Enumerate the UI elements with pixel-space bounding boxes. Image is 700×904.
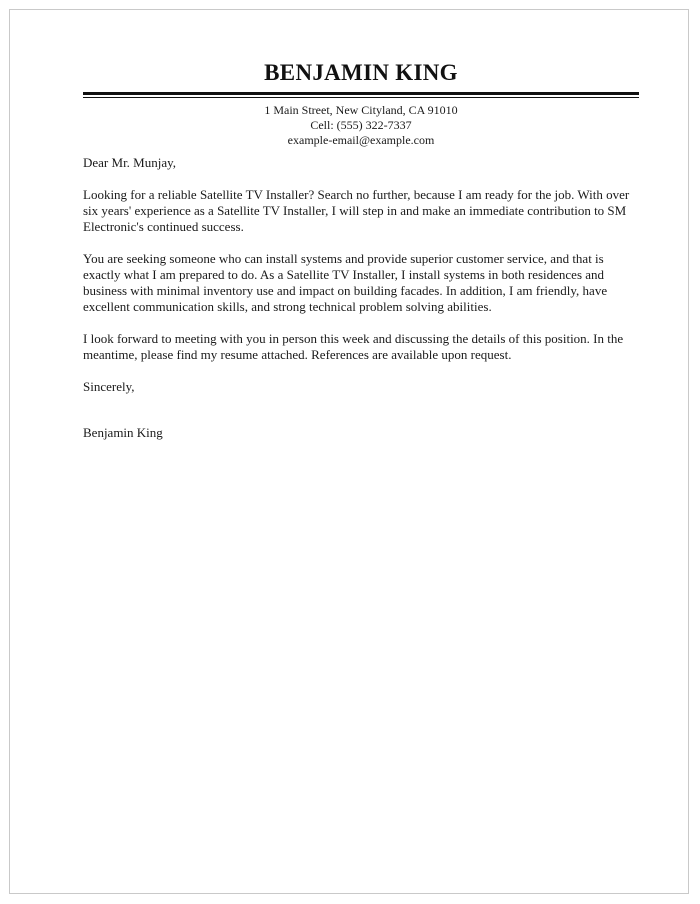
paragraph-closing: I look forward to meeting with you in person this week and discussing the details of this position. In the meantime, please find my resume attached. References are available upon request. [83, 331, 624, 362]
paragraph-qualifications: You are seeking someone who can install systems and provide superior customer service, and that is exactly what I am prepared to do. As a Satellite TV Installer, I install systems in both residences and business with minimal inventory use and impact on building facades. In addition, I am friendly, have excellent communication skills, and strong technical problem solving abilities. [83, 251, 608, 314]
applicant-name: BENJAMIN KING [264, 60, 458, 85]
header-rule-thick [83, 92, 639, 95]
contact-address: 1 Main Street, New Cityland, CA 91010 [264, 103, 458, 117]
header-rule-thin [83, 97, 639, 98]
contact-cell: Cell: (555) 322-7337 [310, 118, 412, 132]
document-page [9, 9, 689, 894]
signature-name: Benjamin King [83, 425, 163, 440]
letter-body [83, 155, 639, 441]
salutation: Dear Mr. Munjay, [83, 155, 177, 170]
contact-email: example-email@example.com [287, 133, 435, 147]
contact-block [83, 103, 639, 148]
paragraph-intro: Looking for a reliable Satellite TV Installer? Search no further, because I am ready for the job. With over six years' experience as a Satellite TV Installer, I will step in and make an immediate contribution to SM Electronic's continued success. [83, 187, 630, 234]
closing: Sincerely, [83, 379, 135, 394]
signature-space [83, 395, 639, 425]
